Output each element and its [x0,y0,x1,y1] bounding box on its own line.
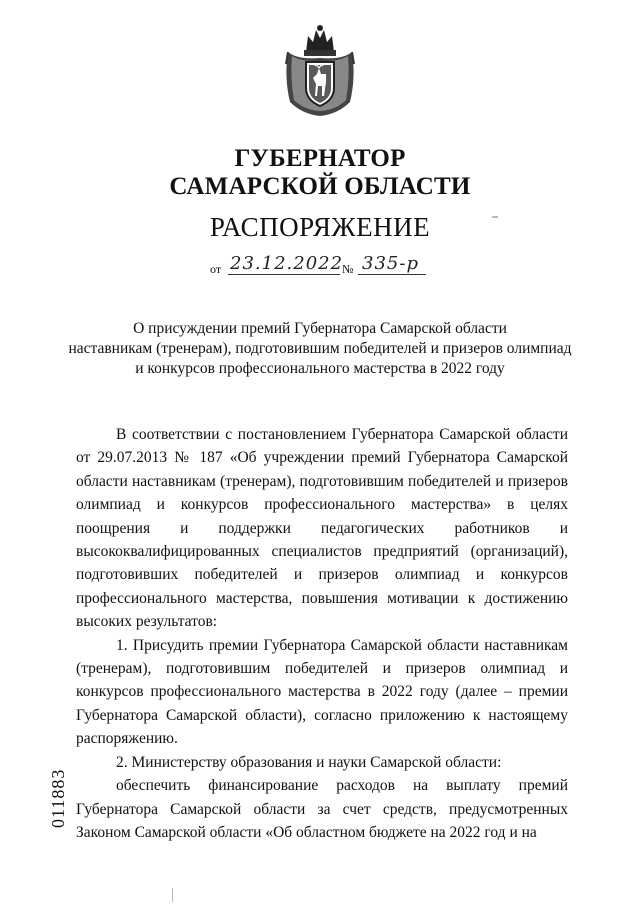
document-type: РАСПОРЯЖЕНИЕ [209,212,431,242]
scan-mark [492,216,498,218]
body-paragraph: 1. Присудить премии Губернатора Самарской области наставникам (тренерам), подготовившим победителей и призеров олимпиад и конкурсов профессионального мастерства в 2022 году (далее – премии Губернатора Самарской области), согласно приложению к настоящему распоряжению. [76,636,568,748]
date-underline [228,274,340,275]
coat-of-arms-icon [282,22,358,118]
subject-line: О присуждении премий Губернатора Самарской области [133,320,507,337]
from-label: от [210,262,222,276]
subject-line: наставникам (тренерам), подготовившим победителей и призеров олимпиад [68,340,572,357]
document-subject [60,319,580,379]
registration-line [210,253,430,279]
serial-number-text: 011883 [48,768,68,828]
handwritten-number: 335-р [362,253,419,274]
org-title-line1: ГУБЕРНАТОР [234,145,406,172]
body-paragraph: 2. Министерству образования и науки Самарской области: [116,753,502,771]
document-body [76,423,568,844]
subject-line: и конкурсов профессионального мастерства в 2022 году [135,360,505,377]
body-paragraph: обеспечить финансирование расходов на выплату премий Губернатора Самарской области за счет средств, предусмотренных Законом Самарской области «Об областном бюджете на 2022 год и на [76,777,568,841]
handwritten-date: 23.12.2022 [230,253,344,274]
scan-mark [172,888,173,902]
number-underline [358,274,426,275]
coat-of-arms-emblem [282,22,358,118]
body-paragraph: В соответствии с постановлением Губернатора Самарской области от 29.07.2013 № 187 «Об учреждении премий Губернатора Самарской области наставникам (тренерам), подготовившим победителей и призеров олимпиад и конкурсов профессионального мастерства» в целях поощрения и поддержки педагогических работников и высококвалифицированных специалистов предприятий (организаций), подготовивших победителей и призеров олимпиад и конкурсов профессионального мастерства, повышения мотивации к достижению высоких результатов: [76,426,568,631]
org-title-line2: САМАРСКОЙ ОБЛАСТИ [169,173,471,200]
number-label: № [342,262,354,276]
